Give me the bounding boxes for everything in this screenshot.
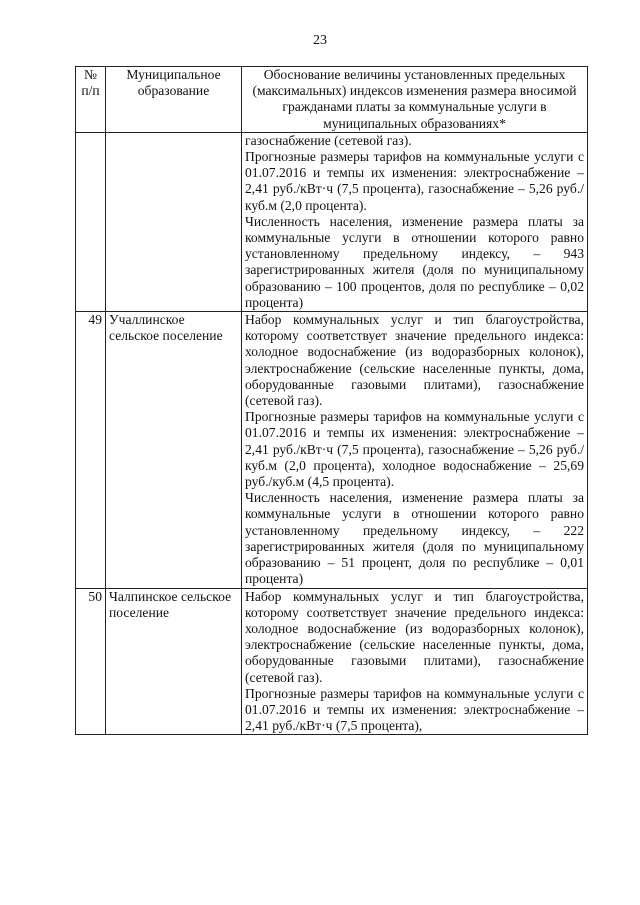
table-header-row bbox=[76, 67, 588, 133]
table-row bbox=[76, 312, 588, 588]
row-justification bbox=[242, 312, 588, 588]
justification-paragraph: Набор коммунальных услуг и тип благоустройства, которому соответствует значение предельного индекса: холодное водоснабжение (из водоразборных колонок), электроснабжение (сельские населенные пункты, дома, оборудованные газовыми плитами), газоснабжение (сетевой газ). bbox=[245, 312, 584, 409]
tariff-table bbox=[75, 66, 588, 735]
justification-paragraph: Прогнозные размеры тарифов на коммунальные услуги с 01.07.2016 и темпы их изменения: электроснабжение – 2,41 руб./кВт·ч (7,5 процента), bbox=[245, 685, 584, 734]
header-municipality: Муниципальное образование bbox=[106, 67, 242, 133]
header-num: № п/п bbox=[76, 67, 106, 133]
justification-paragraph: Прогнозные размеры тарифов на коммунальные услуги с 01.07.2016 и темпы их изменения: электроснабжение – 2,41 руб./кВт·ч (7,5 процента), газоснабжение – 5,26 руб./куб.м (2,0 процента), холодное водоснабжение – 25,69 руб./куб.м (4,5 процента). bbox=[245, 409, 584, 490]
header-justification: Обоснование величины установленных предельных (максимальных) индексов изменения размера вносимой гражданами платы за коммунальные услуги в муниципальных образованиях* bbox=[242, 67, 588, 133]
row-justification bbox=[242, 588, 588, 735]
justification-paragraph: газоснабжение (сетевой газ). bbox=[245, 132, 412, 148]
row-municipality bbox=[106, 132, 242, 311]
justification-paragraph: Численность населения, изменение размера платы за коммунальные услуги в отношении которого равно установленному предельному индексу, – 222 зарегистрированных жителя (доля по муниципальному образованию – 51 процент, доля по республике – 0,01 процента) bbox=[245, 490, 584, 587]
row-number: 50 bbox=[76, 588, 106, 735]
row-justification bbox=[242, 132, 588, 311]
row-municipality: Чалпинское сельское поселение bbox=[106, 588, 242, 735]
justification-paragraph: Набор коммунальных услуг и тип благоустройства, которому соответствует значение предельного индекса: холодное водоснабжение (из водоразборных колонок), электроснабжение (сельские населенные пункты, дома, оборудованные газовыми плитами), газоснабжение (сетевой газ). bbox=[245, 588, 584, 685]
row-number: 49 bbox=[76, 312, 106, 588]
justification-paragraph: Прогнозные размеры тарифов на коммунальные услуги с 01.07.2016 и темпы их изменения: электроснабжение – 2,41 руб./кВт·ч (7,5 процента), газоснабжение – 5,26 руб./куб.м (2,0 процента). bbox=[245, 149, 584, 213]
row-number bbox=[76, 132, 106, 311]
table-row bbox=[76, 132, 588, 311]
row-municipality: Учаллинское сельское поселение bbox=[106, 312, 242, 588]
justification-paragraph: Численность населения, изменение размера платы за коммунальные услуги в отношении которого равно установленному предельному индексу, – 943 зарегистрированных жителя (доля по муниципальному образованию – 100 процентов, доля по республике – 0,02 процента) bbox=[245, 213, 584, 310]
table-row bbox=[76, 588, 588, 735]
page-number: 23 bbox=[313, 33, 327, 48]
